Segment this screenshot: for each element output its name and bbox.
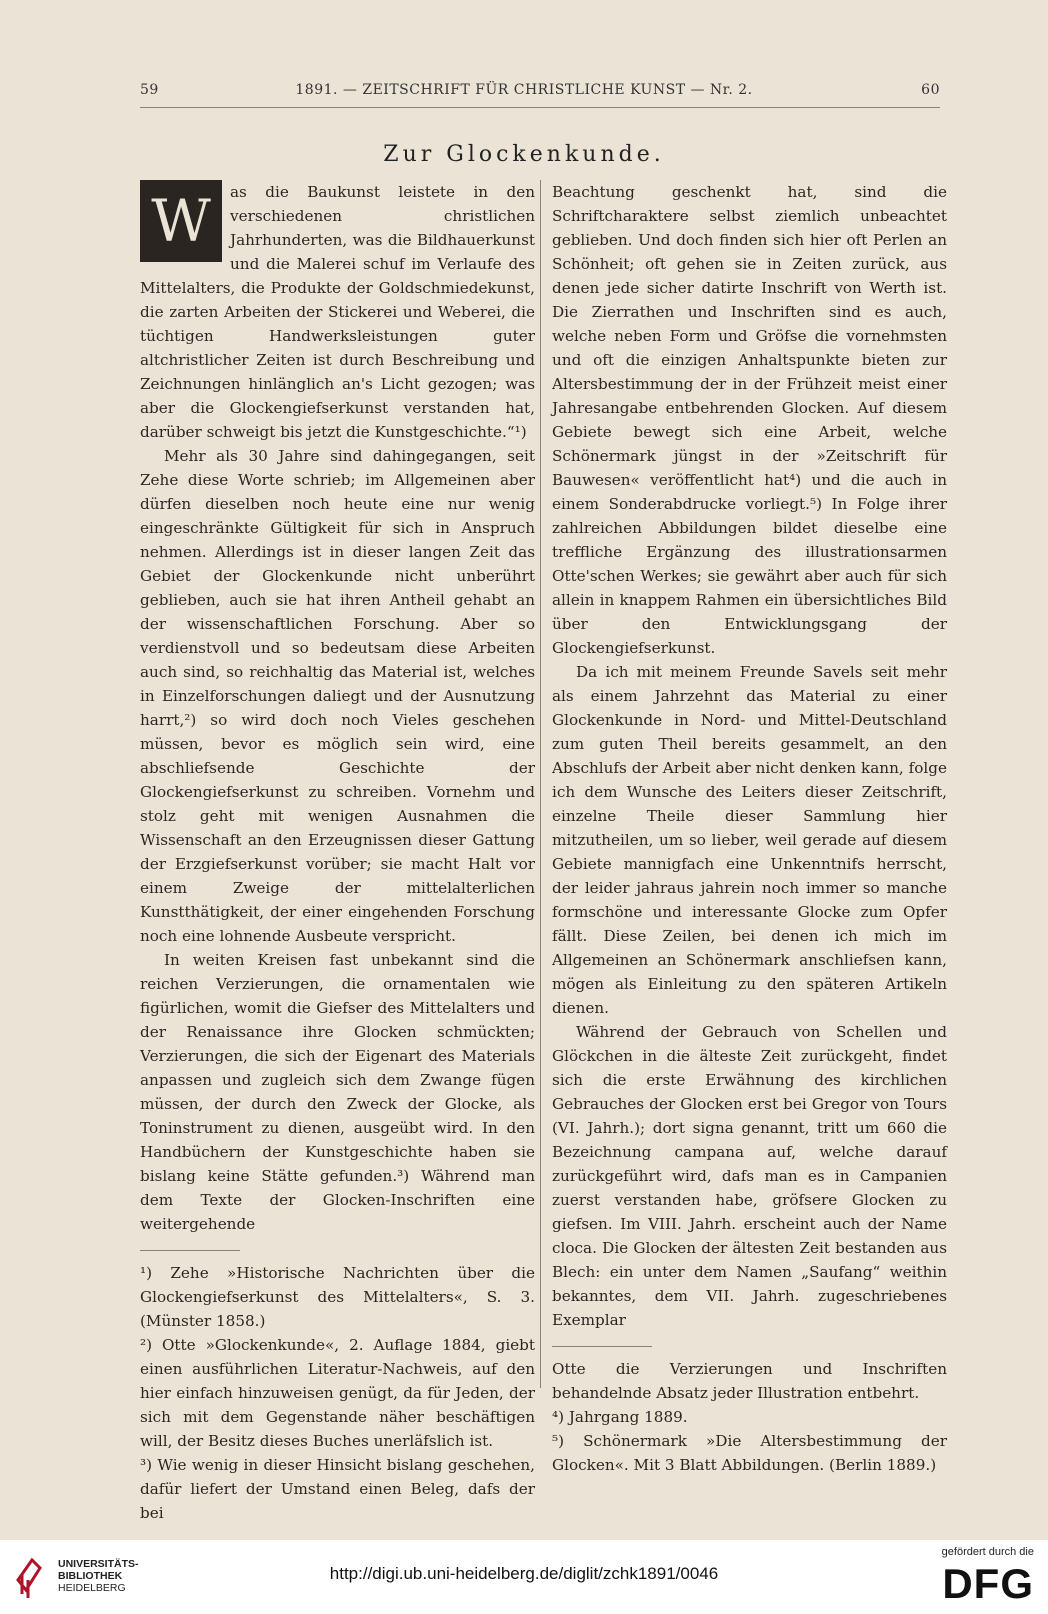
- footnote-rule-right: [552, 1346, 652, 1347]
- left-column: [140, 180, 535, 1525]
- page-number-right: 60: [921, 82, 940, 98]
- right-column: [552, 180, 947, 1477]
- running-title: 1891. — ZEITSCHRIFT FÜR CHRISTLICHE KUNST — Nr. 2.: [295, 82, 753, 98]
- funding-label: gefördert durch die: [941, 1546, 1034, 1558]
- column-divider: [540, 180, 541, 1388]
- footnote-4: ⁴) Jahrgang 1889.: [552, 1408, 688, 1426]
- right-paragraph-1: Beachtung geschenkt hat, sind die Schriftcharaktere selbst ziemlich unbeachtet geblieben. Und doch finden sich hier oft Perlen an Schönheit; oft gehen sie in Zeiten zurück, aus denen jede sicher datirte Inschrift von Werth ist. Die Zierrathen und Inschriften sind es auch, welche neben Form und Gröfse die vornehmsten und oft die einzigen Anhaltspunkte bieten zur Altersbestimmung der in der Frühzeit meist einer Jahresangabe entbehrenden Glocken. Auf diesem Gebiete bewegt sich eine Arbeit, welche Schönermark jüngst in der »Zeitschrift für Bauwesen« veröffentlicht hat⁴) und die auch in einem Sonderabdrucke vorliegt.⁵) In Folge ihrer zahlreichen Abbildungen bildet dieselbe eine treffliche Ergänzung des illustrationsarmen Otte'schen Werkes; sie gewährt aber auch für sich allein in knappem Rahmen ein übersichtliches Bild über den Entwicklungsgang der Glockengiefserkunst.: [552, 183, 947, 657]
- decorated-initial-w: W: [140, 180, 222, 262]
- viewer-footer: [0, 1540, 1048, 1614]
- dfg-logo: DFG: [942, 1560, 1034, 1607]
- footnote-5: ⁵) Schönermark »Die Altersbestimmung der Glocken«. Mit 3 Blatt Abbildungen. (Berlin 1889.): [552, 1432, 947, 1474]
- library-name: UNIVERSITÄTS- BIBLIOTHEK HEIDELBERG: [58, 1558, 139, 1594]
- left-paragraph-3: In weiten Kreisen fast unbekannt sind die reichen Verzierungen, die ornamentalen wie figürlichen, womit die Giefser des Mittelalters und der Renaissance ihre Glocken schmückten; Verzierungen, die sich der Eigenart des Materials anpassen und zugleich sich dem Zwange fügen müssen, der durch den Zweck der Glocke, als Toninstrument zu dienen, ausgeübt wird. In den Handbüchern der Kunstgeschichte haben sie bislang keine Stätte gefunden.³) Während man dem Texte der Glocken-Inschriften eine weitergehende: [140, 951, 535, 1233]
- left-paragraph-2: Mehr als 30 Jahre sind dahingegangen, seit Zehe diese Worte schrieb; im Allgemeinen aber dürfen dieselben noch heute eine nur wenig eingeschränkte Gültigkeit für sich in Anspruch nehmen. Allerdings ist in dieser langen Zeit das Gebiet der Glockenkunde nicht unberührt geblieben, auch sie hat ihren Antheil gehabt an der wissenschaftlichen Forschung. Aber so verdienstvoll und so bedeutsam diese Arbeiten auch sind, so reichhaltig das Material ist, welches in Einzelforschungen daliegt und der Ausnutzung harrt,²) so wird doch noch Vieles geschehen müssen, bevor es möglich sein wird, eine abschliefsende Geschichte der Glockengiefserkunst zu schreiben. Vornehm und stolz geht mit wenigen Ausnahmen die Wissenschaft an den Erzeugnissen dieser Gattung der Erzgiefserkunst vorüber; sie macht Halt vor einem Zweige der mittelalterlichen Kunstthätigkeit, der einer eingehenden Forschung noch eine lohnende Ausbeute verspricht.: [140, 447, 535, 945]
- footnote-1: ¹) Zehe »Historische Nachrichten über die Glockengiefserkunst des Mittelalters«, S. 3. (Münster 1858.): [140, 1264, 535, 1330]
- footnote-2: ²) Otte »Glockenkunde«, 2. Auflage 1884, giebt einen ausführlichen Literatur-Nachweis, auf den hier einfach hinzuweisen genügt, da für Jeden, der sich mit dem Gegenstande näher beschäftigen will, der Besitz dieses Buches unerläfslich ist.: [140, 1336, 535, 1450]
- header-rule: [140, 107, 940, 108]
- footnote-3: ³) Wie wenig in dieser Hinsicht bislang geschehen, dafür liefert der Umstand einen Beleg, dafs der bei: [140, 1456, 535, 1522]
- left-paragraph-1: as die Baukunst leistete in den verschiedenen christlichen Jahrhunderten, was die Bildhauerkunst und die Malerei schuf im Verlaufe des Mittelalters, die Produkte der Goldschmiedekunst, die zarten Arbeiten der Stickerei und Weberei, die tüchtigen Handwerksleistungen guter altchristlicher Zeiten ist durch Beschreibung und Zeichnungen hinlänglich an's Licht gezogen; was aber die Glockengiefserkunst verstanden hat, darüber schweigt bis jetzt die Kunstgeschichte.“¹): [140, 183, 535, 441]
- page-number-left: 59: [140, 82, 159, 98]
- footnote-3-continued: Otte die Verzierungen und Inschriften behandelnde Absatz jeder Illustration entbehrt.: [552, 1360, 947, 1402]
- right-paragraph-3: Während der Gebrauch von Schellen und Glöckchen in die älteste Zeit zurückgeht, findet sich die erste Erwähnung des kirchlichen Gebrauches der Glocken erst bei Gregor von Tours (VI. Jahrh.); dort signa genannt, tritt um 660 die Bezeichnung campana auf, welche darauf zurückgeführt wird, dafs man es in Campanien zuerst verstanden habe, gröfsere Glocken zu giefsen. Im VIII. Jahrh. erscheint auch der Name cloca. Die Glocken der ältesten Zeit bestanden aus Blech: ein unter dem Namen „Saufang“ weithin bekanntes, dem VII. Jahrh. zugeschriebenes Exemplar: [552, 1023, 947, 1329]
- footnote-rule-left: [140, 1250, 240, 1251]
- article-title: Zur Glockenkunde.: [383, 142, 665, 167]
- right-paragraph-2: Da ich mit meinem Freunde Savels seit mehr als einem Jahrzehnt das Material zu einer Glockenkunde in Nord- und Mittel-Deutschland zum guten Theil bereits gesammelt, an den Abschlufs der Arbeit aber nicht denken kann, folge ich dem Wunsche des Leiters dieser Zeitschrift, einzelne Theile dieser Sammlung hier mitzutheilen, um so lieber, weil gerade auf diesem Gebiete mannigfach eine Unkenntnifs herrscht, der leider jahraus jahrein noch immer so manche formschöne und interessante Glocke zum Opfer fällt. Diese Zeilen, bei denen ich mich im Allgemeinen an Schönermark anschliefsen kann, mögen als Einleitung zu den späteren Artikeln dienen.: [552, 663, 947, 1017]
- permalink-url[interactable]: http://digi.ub.uni-heidelberg.de/diglit/zchk1891/0046: [329, 1564, 719, 1583]
